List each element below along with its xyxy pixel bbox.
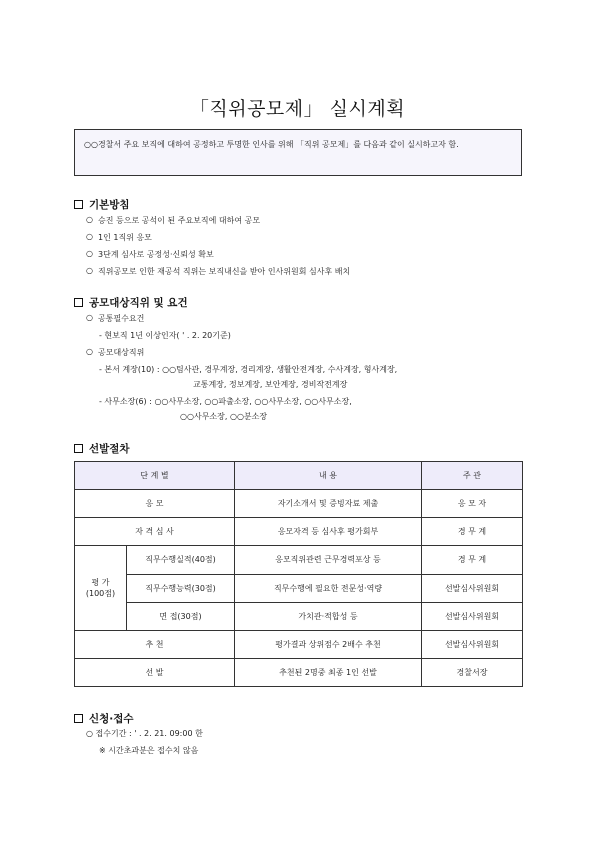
list-item-text: 승진 등으로 공석이 된 주요보직에 대하여 공모: [98, 216, 261, 225]
table-row: [75, 658, 523, 686]
section-title: 기본방침: [89, 199, 130, 211]
table-row: [75, 546, 523, 574]
owner-cell: 경찰서장: [422, 658, 523, 686]
content-cell: 평가결과 상위점수 2배수 추천: [235, 630, 422, 658]
table-header-row: [75, 462, 523, 490]
eval-label: 평 가: [91, 578, 110, 588]
circle-bullet-icon: ○: [86, 347, 93, 356]
apply-period: ○ 접수기간 : ' . 2. 21. 09:00 한: [86, 729, 203, 738]
stage-cell: 직무수행실적(40점): [127, 546, 235, 574]
list-item-text: 직위공모로 인한 재공석 직위는 보직내신을 받아 인사위원회 심사후 배치: [98, 267, 351, 276]
section-title: 선발절차: [89, 443, 130, 455]
list-item: [86, 215, 260, 226]
section-heading-apply: [74, 711, 134, 726]
content-cell: 응모직위관련 근무경력포상 등: [235, 546, 422, 574]
owner-cell: 경 무 계: [422, 518, 523, 546]
stage-cell: 면 접(30점): [127, 602, 235, 630]
office-positions-line2: ○○사무소장, ○○분소장: [180, 412, 268, 421]
content-cell: 가치관·적합성 등: [235, 602, 422, 630]
table-row: [75, 630, 523, 658]
list-item: [86, 249, 214, 260]
list-item: [86, 232, 152, 243]
section-heading-targets: [74, 295, 188, 310]
hq-positions-line2: 교통계장, 정보계장, 보안계장, 경비작전계장: [193, 380, 348, 389]
intro-box: ○○경찰서 주요 보직에 대하여 공정하고 투명한 인사를 위해 「직위 공모제」를 다음과 같이 실시하고자 함.: [74, 129, 522, 176]
table-row: [75, 574, 523, 602]
eval-group-cell: [75, 546, 127, 630]
header-owner: 주 관: [422, 462, 523, 490]
table-row: [75, 602, 523, 630]
content-cell: 직무수행에 필요한 전문성·역량: [235, 574, 422, 602]
circle-bullet-icon: ○: [86, 215, 93, 224]
circle-bullet-icon: ○: [86, 313, 93, 322]
stage-cell: 직무수행능력(30점): [127, 574, 235, 602]
stage-cell: 자 격 심 사: [75, 518, 235, 546]
apply-note: ※ 시간초과분은 접수치 않음: [99, 746, 199, 755]
office-positions-line1: - 사무소장(6) : ○○사무소장, ○○파출소장, ○○사무소장, ○○사무소장,: [99, 397, 352, 406]
circle-bullet-icon: ○: [86, 232, 93, 241]
owner-cell: 응 모 자: [422, 490, 523, 518]
square-bullet-icon: [74, 298, 83, 307]
owner-cell: 선발심사위원회: [422, 630, 523, 658]
content-cell: 추천된 2명중 최종 1인 선발: [235, 658, 422, 686]
content-cell: 응모자격 등 심사후 평가회부: [235, 518, 422, 546]
hq-positions-line1: - 본서 계장(10) : ○○팀사관, 경무계장, 경리계장, 생활안전계장, 수사계장, 형사계장,: [99, 365, 398, 374]
stage-cell: 추 천: [75, 630, 235, 658]
square-bullet-icon: [74, 200, 83, 209]
list-item: [86, 266, 350, 277]
header-stage: 단 계 별: [75, 462, 235, 490]
eval-points: (100점): [85, 589, 116, 599]
header-content: 내 용: [235, 462, 422, 490]
page-title: 「직위공모제」 실시계획: [189, 98, 406, 120]
list-item-text: 공통필수요건: [98, 314, 145, 323]
section-title: 신청·접수: [89, 713, 134, 725]
content-cell: 자기소개서 및 증빙자료 제출: [235, 490, 422, 518]
square-bullet-icon: [74, 444, 83, 453]
section-title: 공모대상직위 및 요건: [89, 297, 188, 309]
list-item-text: 3단계 심사로 공정성·신뢰성 확보: [98, 250, 214, 259]
square-bullet-icon: [74, 714, 83, 723]
list-item-text: 1인 1직위 응모: [98, 233, 152, 242]
section-heading-selection: [74, 441, 130, 456]
section-heading-basic: [74, 197, 130, 212]
owner-cell: 선발심사위원회: [422, 574, 523, 602]
table-row: [75, 518, 523, 546]
circle-bullet-icon: ○: [86, 266, 93, 275]
selection-table: [74, 461, 523, 687]
owner-cell: 선발심사위원회: [422, 602, 523, 630]
stage-cell: 선 발: [75, 658, 235, 686]
circle-bullet-icon: ○: [86, 249, 93, 258]
requirement-detail: - 현보직 1년 이상인자( ' . 2. 20기준): [99, 331, 231, 340]
list-item-text: 공모대상직위: [98, 348, 145, 357]
list-item: [86, 347, 144, 358]
list-item: [86, 313, 144, 324]
stage-cell: 응 모: [75, 490, 235, 518]
owner-cell: 경 무 계: [422, 546, 523, 574]
table-row: [75, 490, 523, 518]
